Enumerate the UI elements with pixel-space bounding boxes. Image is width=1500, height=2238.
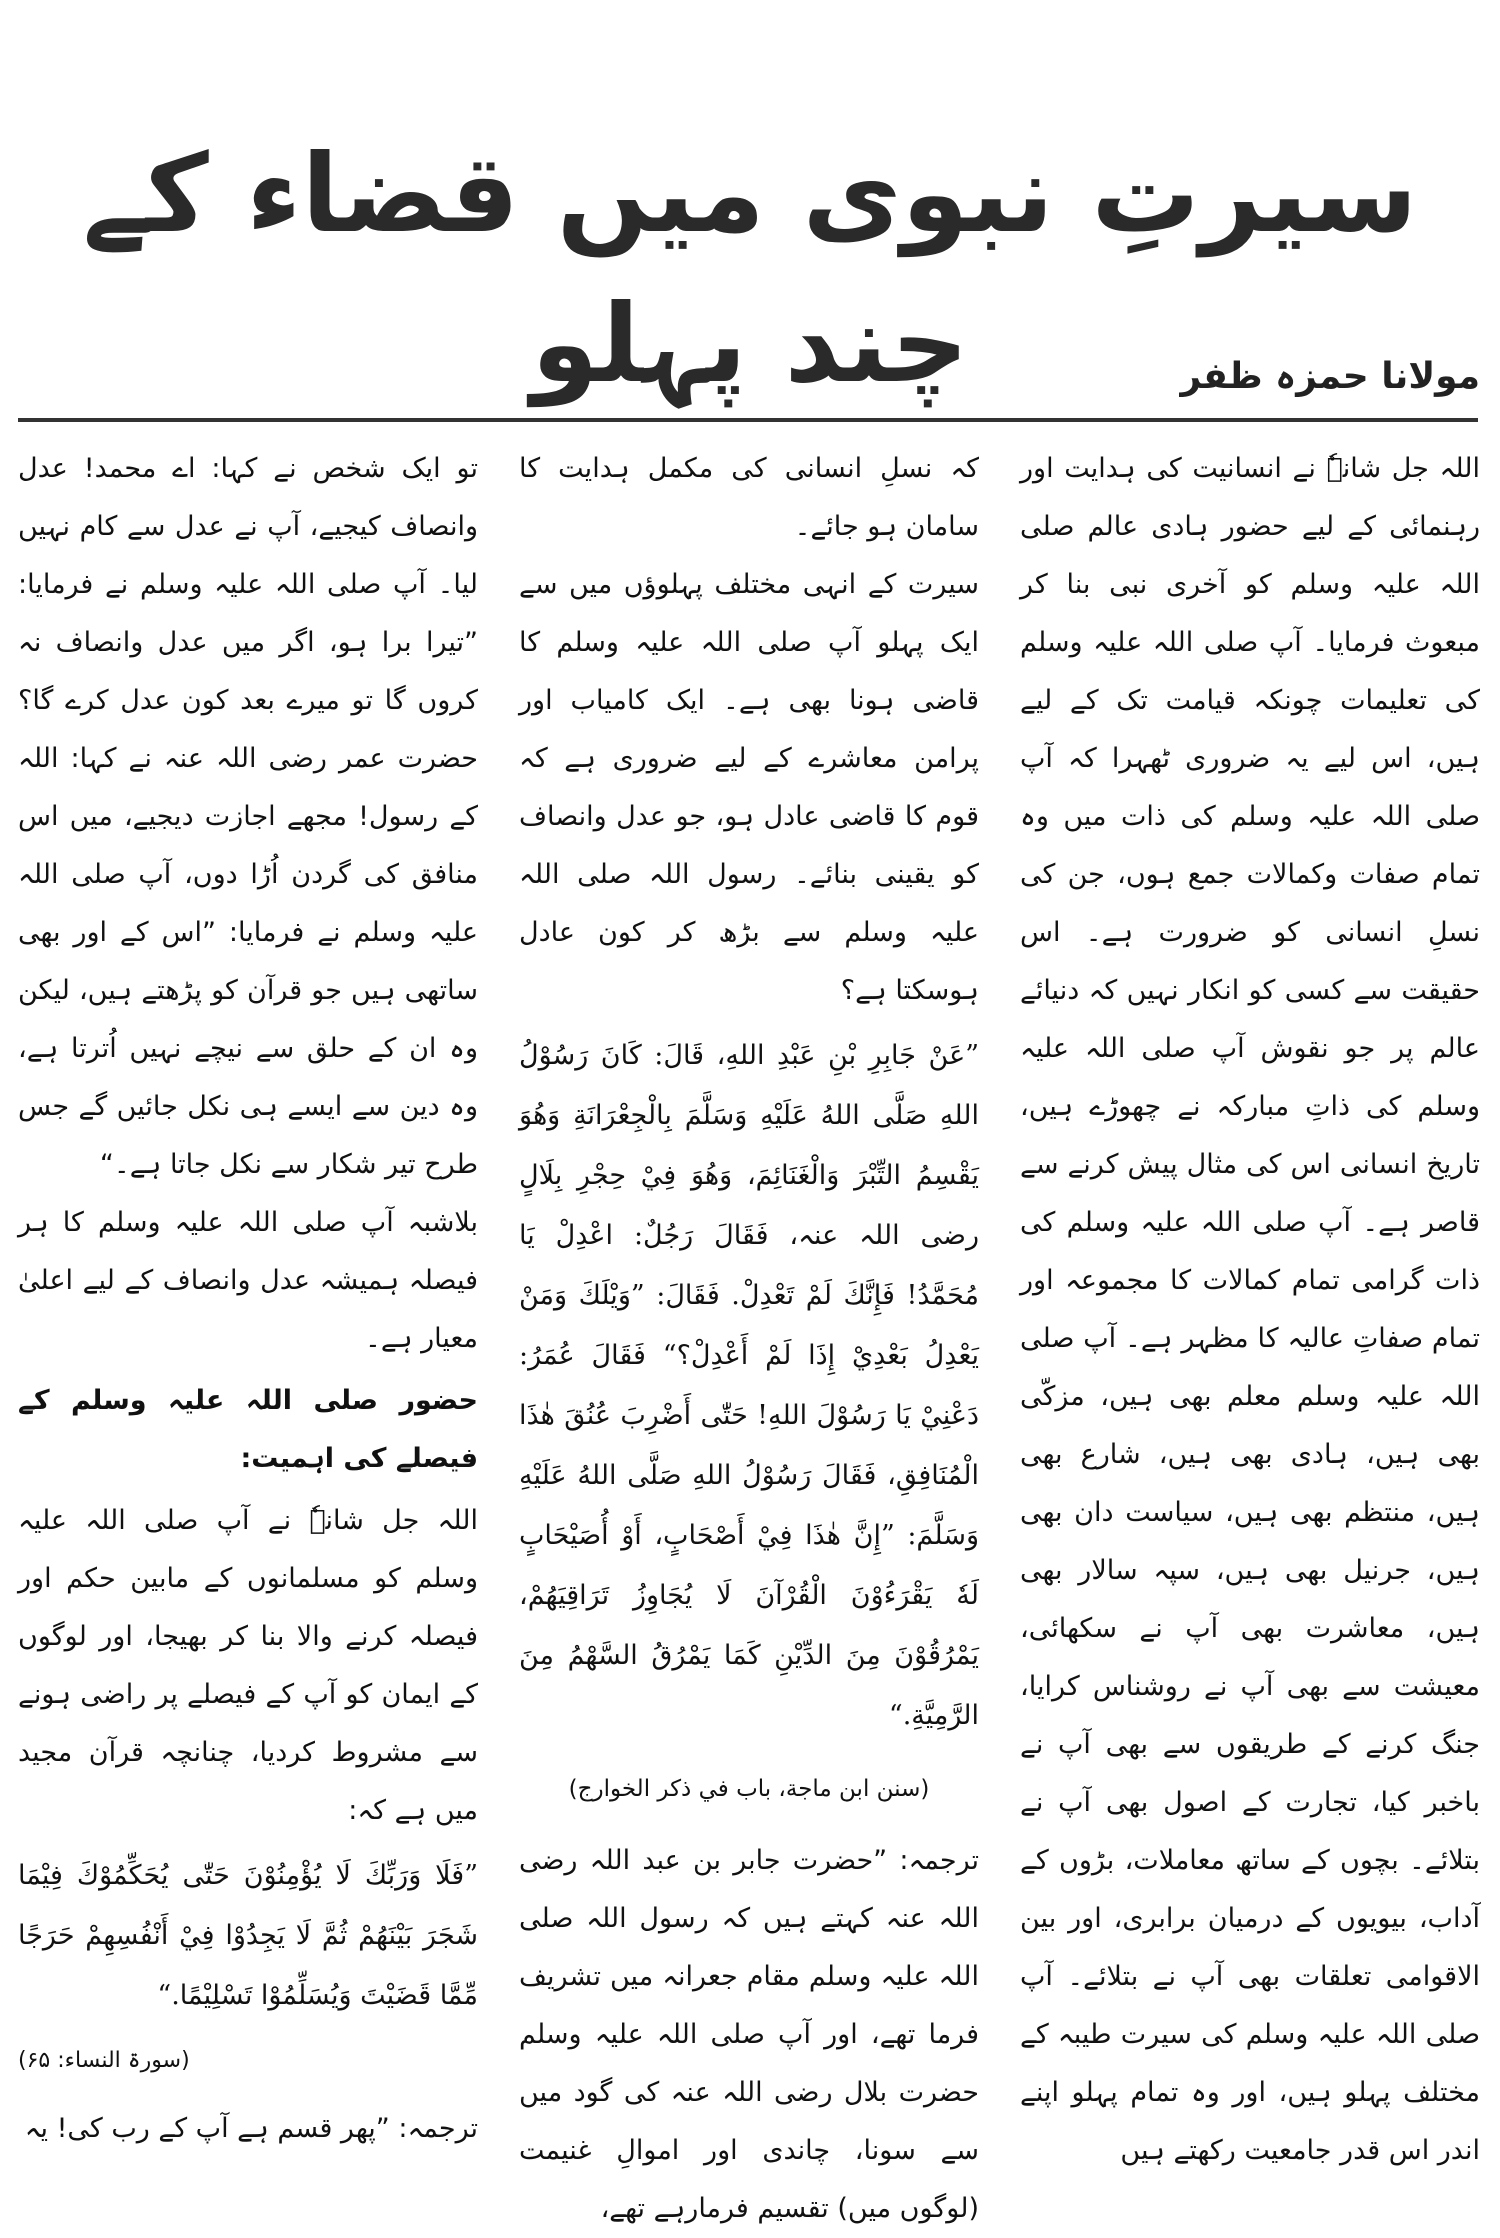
paragraph: بلاشبہ آپ صلی اللہ علیہ وسلم کا ہر فیصلہ ہمیشہ عدل وانصاف کے لیے اعلیٰ معیار ہے۔ — [18, 1207, 478, 1354]
article-columns — [18, 440, 1480, 2224]
paragraph: کہ نسلِ انسانی کی مکمل ہدایت کا سامان ہو جائے۔ — [519, 453, 979, 542]
author-byline: مولانا حمزہ ظفر — [1180, 356, 1480, 397]
verse-reference: (سورۃ النساء: ۶۵) — [18, 2048, 190, 2073]
section-heading: حضور صلی اللہ علیہ وسلم کے فیصلے کی اہمیت: — [18, 1385, 478, 1474]
column-3 — [18, 440, 478, 2195]
column-1 — [1020, 440, 1480, 2195]
quran-verse: ”فَلَا وَرَبِّكَ لَا يُؤْمِنُوْنَ حَتّٰى يُحَكِّمُوْكَ فِيْمَا شَجَرَ بَيْنَهُمْ ثُمَّ لَا يَجِدُوْا فِيْ أَنْفُسِهِمْ حَرَجًا مِّمَّا قَضَيْتَ وَيُسَلِّمُوْا تَسْلِيْمًا.“ — [18, 1860, 478, 2011]
paragraph: اللہ جل شانہٗ نے انسانیت کی ہدایت اور رہنمائی کے لیے حضور ہادی عالم صلی اللہ علیہ وسلم کو آخری نبی بنا کر مبعوث فرمایا۔ آپ صلی اللہ علیہ وسلم کی تعلیمات چونکہ قیامت تک کے لیے ہیں، اس لیے یہ ضروری ٹھہرا کہ آپ صلی اللہ علیہ وسلم کی ذات میں وہ تمام صفات وکمالات جمع ہوں، جن کی نسلِ انسانی کو ضرورت ہے۔ اس حقیقت سے کسی کو انکار نہیں کہ دنیائے عالم پر جو نقوش آپ صلی اللہ علیہ وسلم کی ذاتِ مبارکہ نے چھوڑے ہیں، تاریخ انسانی اس کی مثال پیش کرنے سے قاصر ہے۔ آپ صلی اللہ علیہ وسلم کی ذات گرامی تمام کمالات کا مجموعہ اور تمام صفاتِ عالیہ کا مظہر ہے۔ آپ صلی اللہ علیہ وسلم معلم بھی ہیں، مزکّی بھی ہیں، ہادی بھی ہیں، شارع بھی ہیں، منتظم بھی ہیں، سیاست دان بھی ہیں، جرنیل بھی ہیں، سپہ سالار بھی ہیں، معاشرت بھی آپ نے سکھائی، معیشت سے بھی آپ نے روشناس کرایا، جنگ کرنے کے طریقوں سے بھی آپ نے باخبر کیا، تجارت کے اصول بھی آپ نے بتلائے۔ بچوں کے ساتھ معاملات، بڑوں کے آداب، بیویوں کے درمیان برابری، اور بین الاقوامی تعلقات بھی آپ نے بتلائے۔ آپ صلی اللہ علیہ وسلم کی سیرت طیبہ کے مختلف پہلو ہیں، اور وہ تمام پہلو اپنے اندر اس قدر جامعیت رکھتے ہیں — [1020, 453, 1480, 2166]
column-2 — [519, 440, 979, 2224]
translation-paragraph: ترجمہ: ”پھر قسم ہے آپ کے رب کی! یہ — [24, 2113, 478, 2144]
hadith-arabic: ”عَنْ جَابِرِ بْنِ عَبْدِ اللهِ، قَالَ: كَانَ رَسُوْلُ اللهِ صَلَّى اللهُ عَلَيْهِ وَسَلَّمَ بِالْجِعْرَانَةِ وَهُوَ يَقْسِمُ التِّبْرَ وَالْغَنَائِمَ، وَهُوَ فِيْ حِجْرِ بِلَالٍ رضی اللہ عنہ، فَقَالَ رَجُلٌ: اعْدِلْ يَا مُحَمَّدُ! فَإِنَّكَ لَمْ تَعْدِلْ. فَقَالَ: ”وَيْلَكَ وَمَنْ يَعْدِلُ بَعْدِيْ إِذَا لَمْ أَعْدِلْ؟“ فَقَالَ عُمَرُ: دَعْنِيْ يَا رَسُوْلَ اللهِ! حَتّٰى أَضْرِبَ عُنُقَ هٰذَا الْمُنَافِقِ، فَقَالَ رَسُوْلُ اللهِ صَلَّى اللهُ عَلَيْهِ وَسَلَّمَ: ”إِنَّ هٰذَا فِيْ أَصْحَابٍ، أَوْ أُصَيْحَابٍ لَهٗ يَقْرَءُوْنَ الْقُرْآنَ لَا يُجَاوِزُ تَرَاقِيَهُمْ، يَمْرُقُوْنَ مِنَ الدِّيْنِ كَمَا يَمْرُقُ السَّهْمُ مِنَ الرَّمِيَّةِ.“ — [519, 1040, 979, 1731]
page-title: سیرتِ نبوی میں قضاء کے چند پہلو — [82, 132, 1418, 407]
divider-rule — [18, 418, 1478, 422]
paragraph: تو ایک شخص نے کہا: اے محمد! عدل وانصاف کیجیے، آپ نے عدل سے کام نہیں لیا۔ آپ صلی اللہ علیہ وسلم نے فرمایا: ”تیرا برا ہو، اگر میں عدل وانصاف نہ کروں گا تو میرے بعد کون عدل کرے گا؟ حضرت عمر رضی اللہ عنہ نے کہا: اللہ کے رسول! مجھے اجازت دیجیے، میں اس منافق کی گردن اُڑا دوں، آپ صلی اللہ علیہ وسلم نے فرمایا: ”اس کے اور بھی ساتھی ہیں جو قرآن کو پڑھتے ہیں، لیکن وہ ان کے حلق سے نیچے نہیں اُترتا ہے، وہ دین سے ایسے ہی نکل جائیں گے جس طرح تیر شکار سے نکل جاتا ہے۔“ — [18, 453, 478, 1180]
translation-paragraph: ترجمہ: ”حضرت جابر بن عبد اللہ رضی اللہ عنہ کہتے ہیں کہ رسول اللہ صلی اللہ علیہ وسلم مقام جعرانہ میں تشریف فرما تھے، اور آپ صلی اللہ علیہ وسلم حضرت بلال رضی اللہ عنہ کی گود میں سے سونا، چاندی اور اموالِ غنیمت (لوگوں میں) تقسیم فرمارہے تھے، — [519, 1845, 979, 2224]
hadith-reference: (سنن ابن ماجة، باب في ذكر الخوارج) — [568, 1776, 930, 1802]
paragraph: سیرت کے انہی مختلف پہلوؤں میں سے ایک پہلو آپ صلی اللہ علیہ وسلم کا قاضی ہونا بھی ہے۔ ایک کامیاب اور پرامن معاشرے کے لیے ضروری ہے کہ قوم کا قاضی عادل ہو، جو عدل وانصاف کو یقینی بنائے۔ رسول اللہ صلی اللہ علیہ وسلم سے بڑھ کر کون عادل ہوسکتا ہے؟ — [519, 569, 979, 1006]
paragraph: اللہ جل شانہٗ نے آپ صلی اللہ علیہ وسلم کو مسلمانوں کے مابین حکم اور فیصلہ کرنے والا بنا کر بھیجا، اور لوگوں کے ایمان کو آپ کے فیصلے پر راضی ہونے سے مشروط کردیا، چنانچہ قرآن مجید میں ہے کہ: — [18, 1505, 478, 1826]
